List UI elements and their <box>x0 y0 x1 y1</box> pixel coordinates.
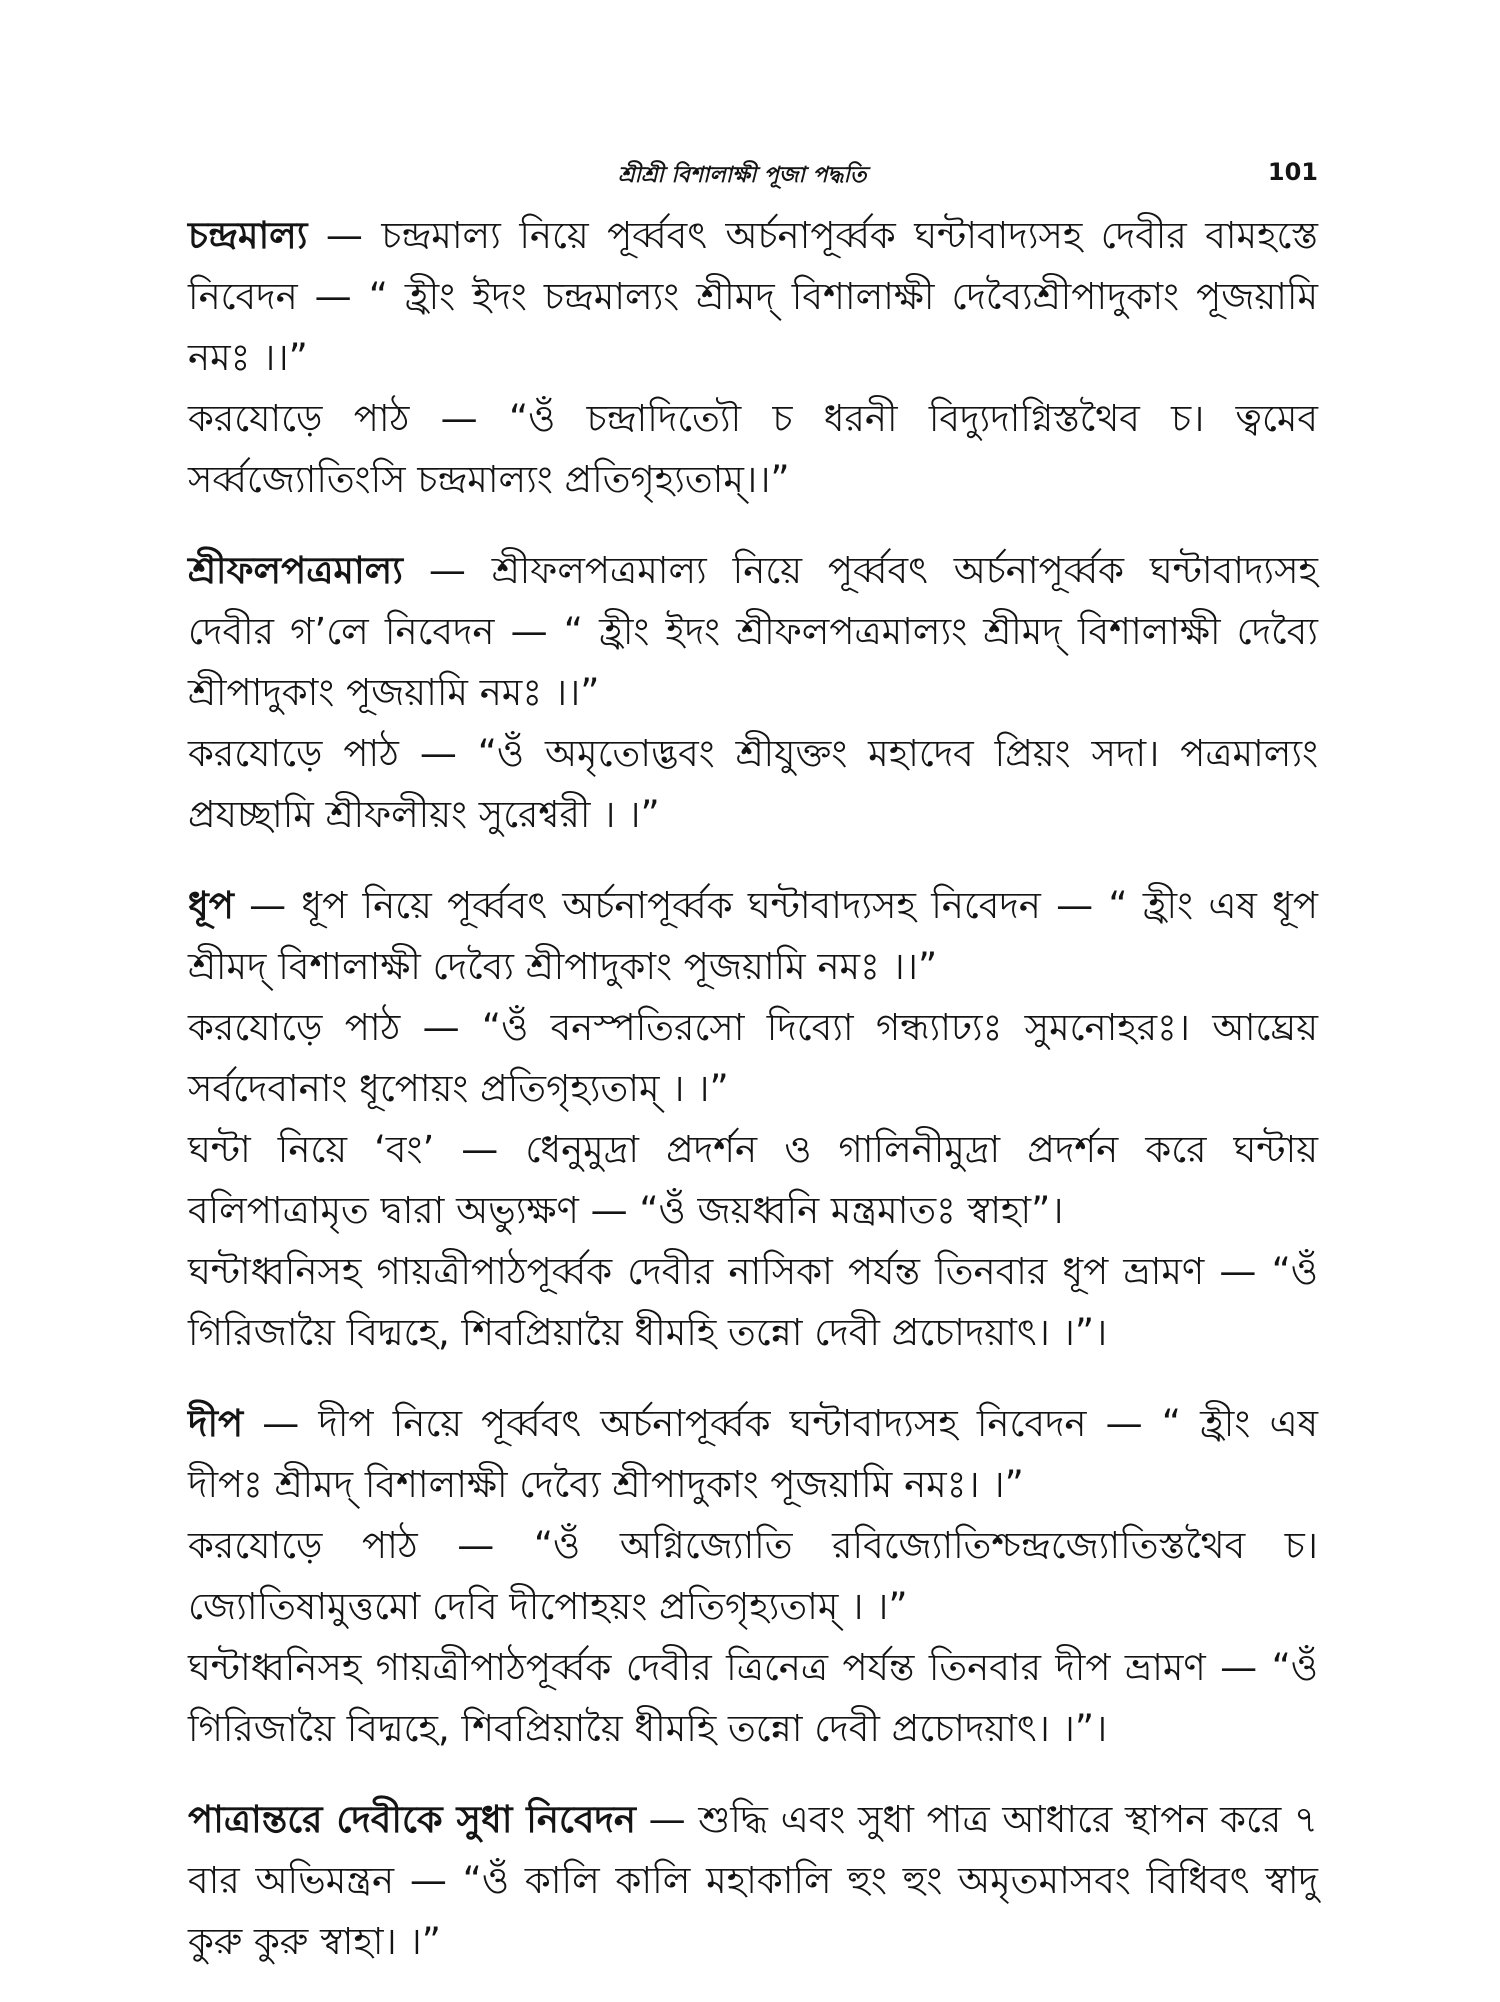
paragraph <box>188 1119 1318 1241</box>
paragraph <box>188 1789 1318 1972</box>
paragraph <box>188 205 1318 388</box>
paragraph <box>188 388 1318 510</box>
paragraph <box>188 1515 1318 1637</box>
paragraph-text: করযোড়ে পাঠ — “ওঁ চন্দ্রাদিত্যৌ চ ধরনী বিদ্যুদাগ্নিস্তথৈব চ। ত্বমেব সর্ব্বজ্যোতিংসি চন্দ্রমাল্যং প্রতিগৃহ্যতাম্।।” <box>188 397 1318 501</box>
paragraph-text: ঘন্টাধ্বনিসহ গায়ত্রীপাঠপূর্ব্বক দেবীর ত্রিনেত্র পর্যন্ত তিনবার দীপ ভ্রামণ — “ওঁ গিরিজায়ৈ বিদ্মহে, শিবপ্রিয়ায়ৈ ধীমহি তন্নো দেবী প্রচোদয়াৎ। ।”। <box>188 1646 1318 1750</box>
paragraph <box>188 723 1318 845</box>
paragraph <box>188 1241 1318 1363</box>
paragraph-text: করযোড়ে পাঠ — “ওঁ বনস্পতিরসো দিব্যো গন্ধ্যাঢ্যঃ সুমনোহরঃ। আঘ্রেয় সর্বদেবানাং ধূপোয়ং প্রতিগৃহ্যতাম্ । ।” <box>188 1006 1318 1110</box>
paragraph-text: করযোড়ে পাঠ — “ওঁ অমৃতোদ্ভবং শ্রীযুক্তং মহাদেব প্রিয়ং সদা। পত্রমাল্যং প্রযচ্ছামি শ্রীফলীয়ং সুরেশ্বরী । ।” <box>188 732 1318 836</box>
paragraph <box>188 1393 1318 1515</box>
section-term: চন্দ্রমাল্য <box>188 214 308 257</box>
section-term: পাত্রান্তরে দেবীকে সুধা নিবেদন <box>188 1798 636 1841</box>
section-deep <box>188 1393 1318 1759</box>
paragraph-text: — ধূপ নিয়ে পূর্ব্ববৎ অর্চনাপূর্ব্বক ঘন্টাবাদ্যসহ নিবেদন — “ হ্রীং এষ ধূপ শ্রীমদ্ বিশালাক্ষী দেব্যৈ শ্রীপাদুকাং পূজয়ামি নমঃ ।।” <box>188 884 1318 988</box>
paragraph-text: — চন্দ্রমাল্য নিয়ে পূর্ব্ববৎ অর্চনাপূর্ব্বক ঘন্টাবাদ্যসহ দেবীর বামহস্তে নিবেদন — “ হ্রীং ইদং চন্দ্রমাল্যং শ্রীমদ্ বিশালাক্ষী দেব্যৈশ্রীপাদুকাং পূজয়ামি নমঃ ।।” <box>188 214 1318 379</box>
section-term: শ্রীফলপত্রমাল্য <box>188 549 403 592</box>
paragraph-text: — শ্রীফলপত্রমাল্য নিয়ে পূর্ব্ববৎ অর্চনাপূর্ব্বক ঘন্টাবাদ্যসহ দেবীর গ’লে নিবেদন — “ হ্রীং ইদং শ্রীফলপত্রমাল্যং শ্রীমদ্ বিশালাক্ষী দেব্যৈ শ্রীপাদুকাং পূজয়ামি নমঃ ।।” <box>188 549 1318 714</box>
paragraph <box>188 875 1318 997</box>
running-title: শ্রীশ্রী বিশালাক্ষী পূজা পদ্ধতি <box>618 162 867 188</box>
section-term: দীপ <box>188 1402 244 1445</box>
section-chandramalya <box>188 205 1318 510</box>
running-header <box>188 158 1318 198</box>
paragraph-text: ঘন্টা নিয়ে ‘বং’ — ধেনুমুদ্রা প্রদর্শন ও গালিনীমুদ্রা প্রদর্শন করে ঘন্টায় বলিপাত্রামৃত দ্বারা অভ্যুক্ষণ — “ওঁ জয়ধ্বনি মন্ত্রমাতঃ স্বাহা”। <box>188 1128 1318 1232</box>
section-dhoop <box>188 875 1318 1363</box>
section-term: ধূপ <box>188 884 234 927</box>
paragraph-text: করযোড়ে পাঠ — “ওঁ অগ্নিজ্যোতি রবিজ্যোতিশ্চন্দ্রজ্যোতিস্তথৈব চ। জ্যোতিষামুত্তমো দেবি দীপোহয়ং প্রতিগৃহ্যতাম্ । ।” <box>188 1524 1318 1628</box>
section-shriphalapatramalya <box>188 540 1318 845</box>
page-number: 101 <box>1267 158 1318 186</box>
paragraph-text: ঘন্টাধ্বনিসহ গায়ত্রীপাঠপূর্ব্বক দেবীর নাসিকা পর্যন্ত তিনবার ধূপ ভ্রামণ — “ওঁ গিরিজায়ৈ বিদ্মহে, শিবপ্রিয়ায়ৈ ধীমহি তন্নো দেবী প্রচোদয়াৎ। ।”। <box>188 1250 1318 1354</box>
paragraph <box>188 1637 1318 1759</box>
section-sudha-nivedan <box>188 1789 1318 1972</box>
body-text <box>188 205 1318 2002</box>
paragraph-text: — শুদ্ধি এবং সুধা পাত্র আধারে স্থাপন করে ৭ বার অভিমন্ত্রন — “ওঁ কালি কালি মহাকালি হুং হুং অমৃতমাসবং বিধিবৎ স্বাদু কুরু কুরু স্বাহা। ।” <box>188 1798 1318 1963</box>
paragraph <box>188 540 1318 723</box>
paragraph <box>188 997 1318 1119</box>
paragraph-text: — দীপ নিয়ে পূর্ব্ববৎ অর্চনাপূর্ব্বক ঘন্টাবাদ্যসহ নিবেদন — “ হ্রীং এষ দীপঃ শ্রীমদ্ বিশালাক্ষী দেব্যৈ শ্রীপাদুকাং পূজয়ামি নমঃ। ।” <box>188 1402 1318 1506</box>
